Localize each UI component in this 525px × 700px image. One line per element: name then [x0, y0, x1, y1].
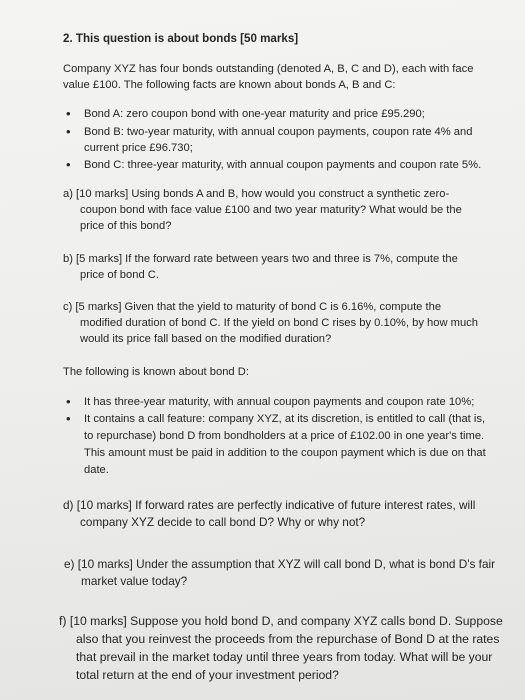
bond-d-fact: This amount must be paid in addition to the coupon payment which is due on that	[84, 447, 486, 459]
part-f-line: also that you reinvest the proceeds from the repurchase of Bond D at the rates	[76, 632, 500, 646]
bond-b-text: Bond B: two-year maturity, with annual coupon payments, coupon rate 4% and	[84, 126, 473, 138]
bond-a-text: Bond A: zero coupon bond with one-year maturity and price £95.290;	[84, 108, 425, 120]
bond-d-fact: It has three-year maturity, with annual coupon payments and coupon rate 10%;	[84, 396, 475, 408]
part-b-line: b) [5 marks] If the forward rate between years two and three is 7%, compute the	[63, 253, 458, 265]
part-a-line: coupon bond with face value £100 and two year maturity? What would be the	[80, 204, 462, 216]
bullet-icon: •	[66, 124, 71, 139]
part-c-line: modified duration of bond C. If the yield on bond C rises by 0.10%, by how much	[80, 317, 479, 329]
part-f-line: f) [10 marks] Suppose you hold bond D, and company XYZ calls bond D. Suppose	[59, 614, 503, 628]
bullet-icon: •	[66, 394, 71, 409]
bond-b-text: current price £96.730;	[84, 142, 193, 154]
intro-line: value £100. The following facts are known about bonds A, B and C:	[63, 79, 396, 91]
bond-d-fact: date.	[84, 464, 109, 476]
part-e-line: market value today?	[81, 574, 188, 588]
bond-d-intro: The following is known about bond D:	[63, 366, 249, 378]
part-c-line: c) [5 marks] Given that the yield to maturity of bond C is 6.16%, compute the	[63, 301, 442, 313]
question-title: 2. This question is about bonds [50 marks]	[63, 32, 299, 45]
part-f-line: that prevail in the market today until three years from today. What will be your	[76, 650, 493, 664]
bullet-icon: •	[66, 106, 71, 121]
part-d-line: d) [10 marks] If forward rates are perfectly indicative of future interest rates, will	[63, 498, 476, 512]
bullet-icon: •	[66, 157, 71, 172]
part-f-line: total return at the end of your investment period?	[76, 668, 339, 682]
part-b-line: price of bond C.	[80, 269, 159, 281]
part-a-line: price of this bond?	[80, 220, 172, 232]
bond-c-text: Bond C: three-year maturity, with annual coupon payments and coupon rate 5%.	[84, 159, 482, 171]
part-a-line: a) [10 marks] Using bonds A and B, how would you construct a synthetic zero-	[63, 188, 450, 200]
part-e-line: e) [10 marks] Under the assumption that XYZ will call bond D, what is bond D's fair	[64, 557, 496, 571]
bond-d-fact: It contains a call feature: company XYZ, at its discretion, is entitled to call (that is,	[84, 413, 486, 425]
part-c-line: would its price fall based on the modified duration?	[80, 333, 332, 345]
part-d-line: company XYZ decide to call bond D? Why or why not?	[80, 515, 366, 529]
bullet-icon: •	[66, 411, 71, 426]
intro-line: Company XYZ has four bonds outstanding (denoted A, B, C and D), each with face	[63, 63, 474, 75]
bond-d-fact: to repurchase) bond D from bondholders at a price of £102.00 in one year's time.	[84, 430, 485, 442]
